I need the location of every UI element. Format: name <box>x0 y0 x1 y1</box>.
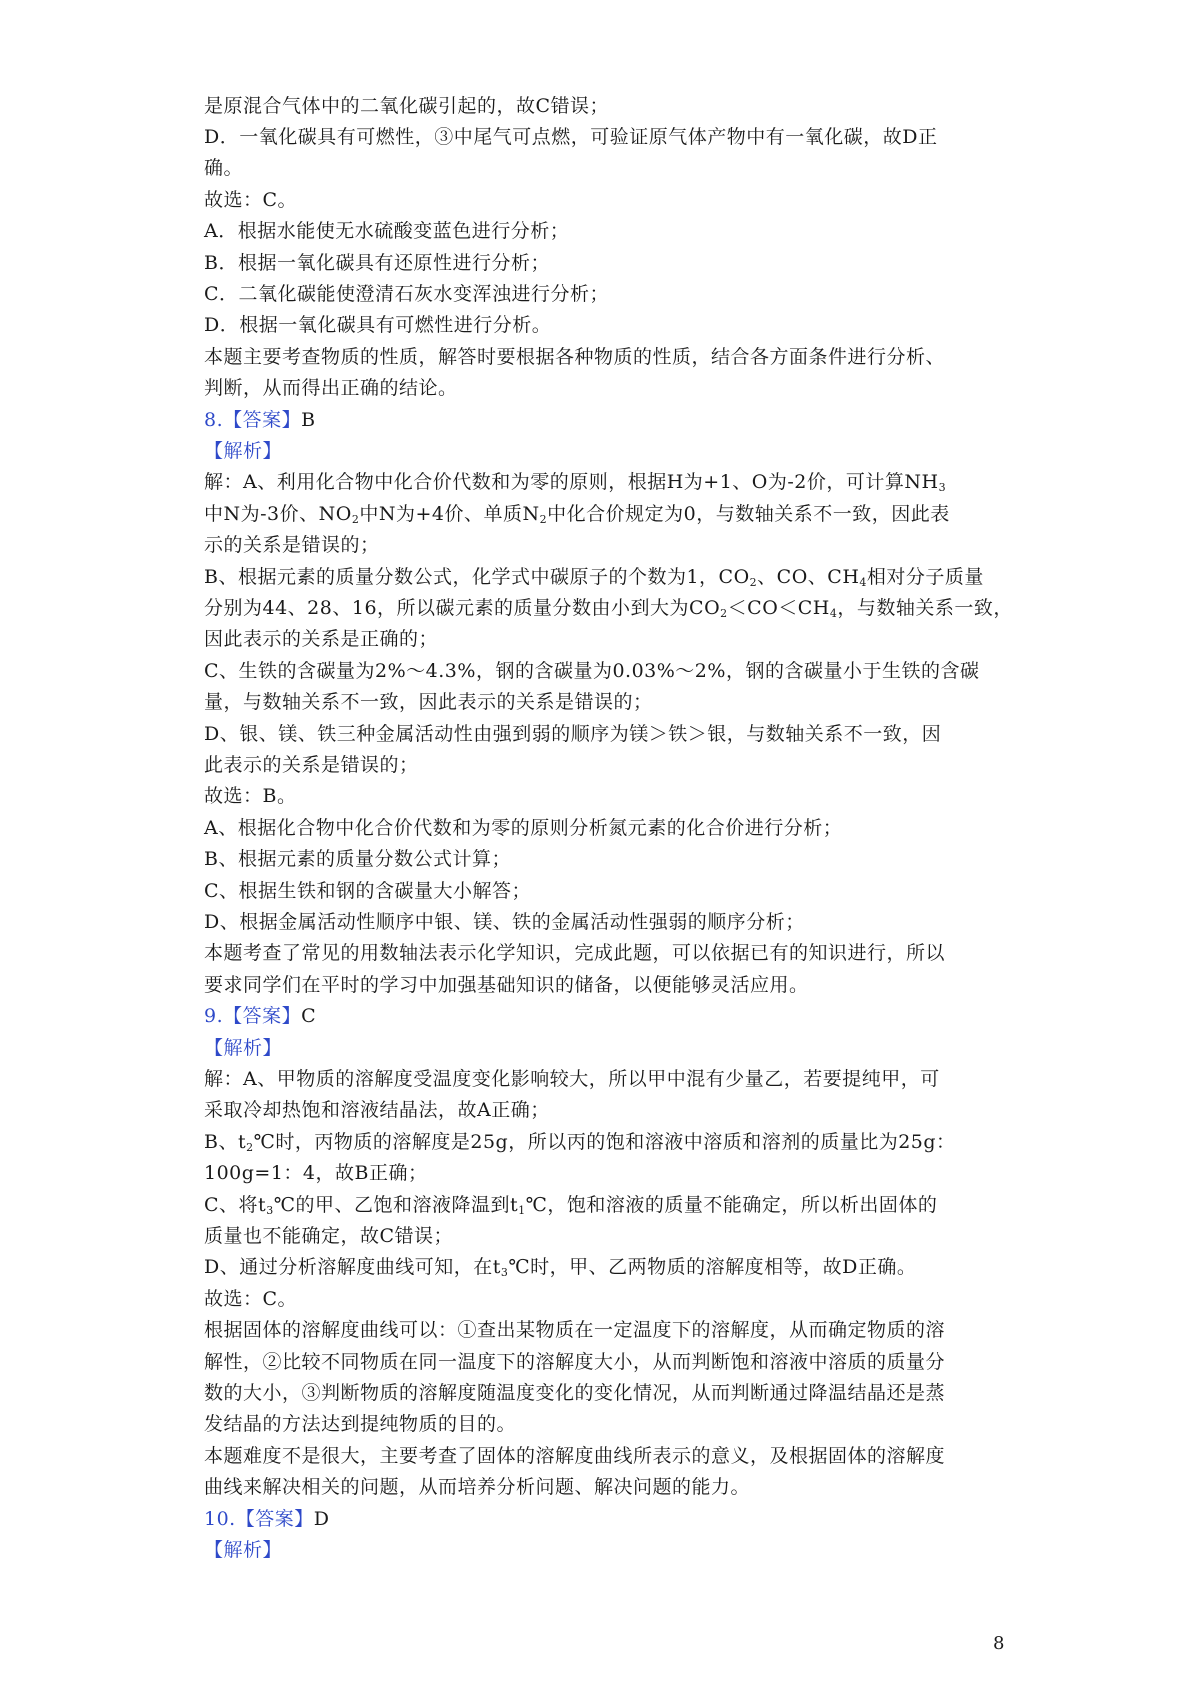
answer-line-q8 <box>204 406 1004 434</box>
answer-label: 9.【答案】 <box>204 1005 302 1027</box>
text-line: 解性，②比较不同物质在同一温度下的溶解度大小，从而判断饱和溶液中溶质的质量分 <box>204 1351 946 1373</box>
text-line: 解：A、甲物质的溶解度受温度变化影响较大，所以甲中混有少量乙，若要提纯甲，可 <box>204 1068 940 1090</box>
text-line: D、根据金属活动性顺序中银、镁、铁的金属活动性强弱的顺序分析； <box>204 911 805 933</box>
text-line: D．一氧化碳具有可燃性，③中尾气可点燃，可验证原气体产物中有一氧化碳，故D正 <box>204 126 938 148</box>
text-line: 是原混合气体中的二氧化碳引起的，故C错误； <box>204 95 610 117</box>
text-line: 判断，从而得出正确的结论。 <box>204 377 458 399</box>
text-line: C、生铁的含碳量为2%～4.3%，钢的含碳量为0.03%～2%，钢的含碳量小于生铁的含碳 <box>204 660 980 682</box>
text-line: 此表示的关系是错误的； <box>204 754 419 776</box>
analysis-label: 【解析】 <box>204 440 283 462</box>
text-line: 量，与数轴关系不一致，因此表示的关系是错误的； <box>204 691 653 713</box>
text-line: 因此表示的关系是正确的； <box>204 628 439 650</box>
text-line: 质量也不能确定，故C错误； <box>204 1225 454 1247</box>
analysis-label: 【解析】 <box>204 1539 283 1561</box>
text-line: 100g=1：4，故B正确； <box>204 1162 428 1184</box>
text-line: 发结晶的方法达到提纯物质的目的。 <box>204 1413 517 1435</box>
text-line: C、根据生铁和钢的含碳量大小解答； <box>204 880 532 902</box>
text-line: 故选：B。 <box>204 785 297 807</box>
text-line: 曲线来解决相关的问题，从而培养分析问题、解决问题的能力。 <box>204 1476 751 1498</box>
analysis-label: 【解析】 <box>204 1037 283 1059</box>
text-line: 确。 <box>204 157 244 179</box>
text-line: 采取冷却热饱和溶液结晶法，故A正确； <box>204 1099 550 1121</box>
text-line: D．根据一氧化碳具有可燃性进行分析。 <box>204 314 552 336</box>
text-line: 中N为-3价、$NO_2$中N为+4价、单质$N_2$中化合价规定为0，与数轴关系不一致，因此表 <box>204 503 950 526</box>
text-line: B．根据一氧化碳具有还原性进行分析； <box>204 252 550 274</box>
text-line: 根据固体的溶解度曲线可以：①查出某物质在一定温度下的溶解度，从而确定物质的溶 <box>204 1319 946 1341</box>
answer-value: B <box>301 409 316 431</box>
answer-label: 10.【答案】 <box>204 1508 314 1530</box>
text-line: 本题主要考查物质的性质，解答时要根据各种物质的性质，结合各方面条件进行分析、 <box>204 346 946 368</box>
text-line: C．二氧化碳能使澄清石灰水变浑浊进行分析； <box>204 283 610 305</box>
text-line: 要求同学们在平时的学习中加强基础知识的储备，以便能够灵活应用。 <box>204 974 809 996</box>
text-line: 解：A、利用化合物中化合价代数和为零的原则，根据H为+1、O为-2价，可计算$NH_3$ <box>204 471 947 494</box>
text-line: 故选：C。 <box>204 1288 298 1310</box>
text-line: A．根据水能使无水硫酸变蓝色进行分析； <box>204 220 570 242</box>
text-line: 示的关系是错误的； <box>204 534 380 556</box>
text-line: 本题难度不是很大，主要考查了固体的溶解度曲线所表示的意义，及根据固体的溶解度 <box>204 1445 946 1467</box>
text-line: D、银、镁、铁三种金属活动性由强到弱的顺序为镁＞铁＞银，与数轴关系不一致，因 <box>204 723 942 745</box>
text-line: 分别为44、28、16，所以碳元素的质量分数由小到大为$CO_2<CO<CH_4$，与数轴关系一致， <box>204 597 1013 620</box>
text-line: 故选：C。 <box>204 189 298 211</box>
answer-label: 8.【答案】 <box>204 409 302 431</box>
text-line: A、根据化合物中化合价代数和为零的原则分析氮元素的化合价进行分析； <box>204 817 843 839</box>
answer-line-q10 <box>204 1505 1004 1533</box>
text-line: 本题考查了常见的用数轴法表示化学知识，完成此题，可以依据已有的知识进行，所以 <box>204 942 946 964</box>
text-line: C、将$t_3℃$的甲、乙饱和溶液降温到$t_1℃$，饱和溶液的质量不能确定，所以析出固体的 <box>204 1194 938 1217</box>
text-line: B、根据元素的质量分数公式计算； <box>204 848 511 870</box>
text-line: D、通过分析溶解度曲线可知，在$t_3℃$时，甲、乙两物质的溶解度相等，故D正确。 <box>204 1256 917 1279</box>
text-line: B、根据元素的质量分数公式，化学式中碳原子的个数为1，$CO_2$、CO、$CH_4$相对分子质量 <box>204 566 984 589</box>
answer-value: C <box>301 1005 317 1027</box>
answer-line-q9 <box>204 1002 1004 1030</box>
page-number: 8 <box>993 1633 1005 1654</box>
text-line: 数的大小，③判断物质的溶解度随温度变化的变化情况，从而判断通过降温结晶还是蒸 <box>204 1382 946 1404</box>
answer-value: D <box>313 1508 330 1530</box>
text-line: B、$t_2℃$时，丙物质的溶解度是25g，所以丙的饱和溶液中溶质和溶剂的质量比为25g： <box>204 1131 956 1154</box>
